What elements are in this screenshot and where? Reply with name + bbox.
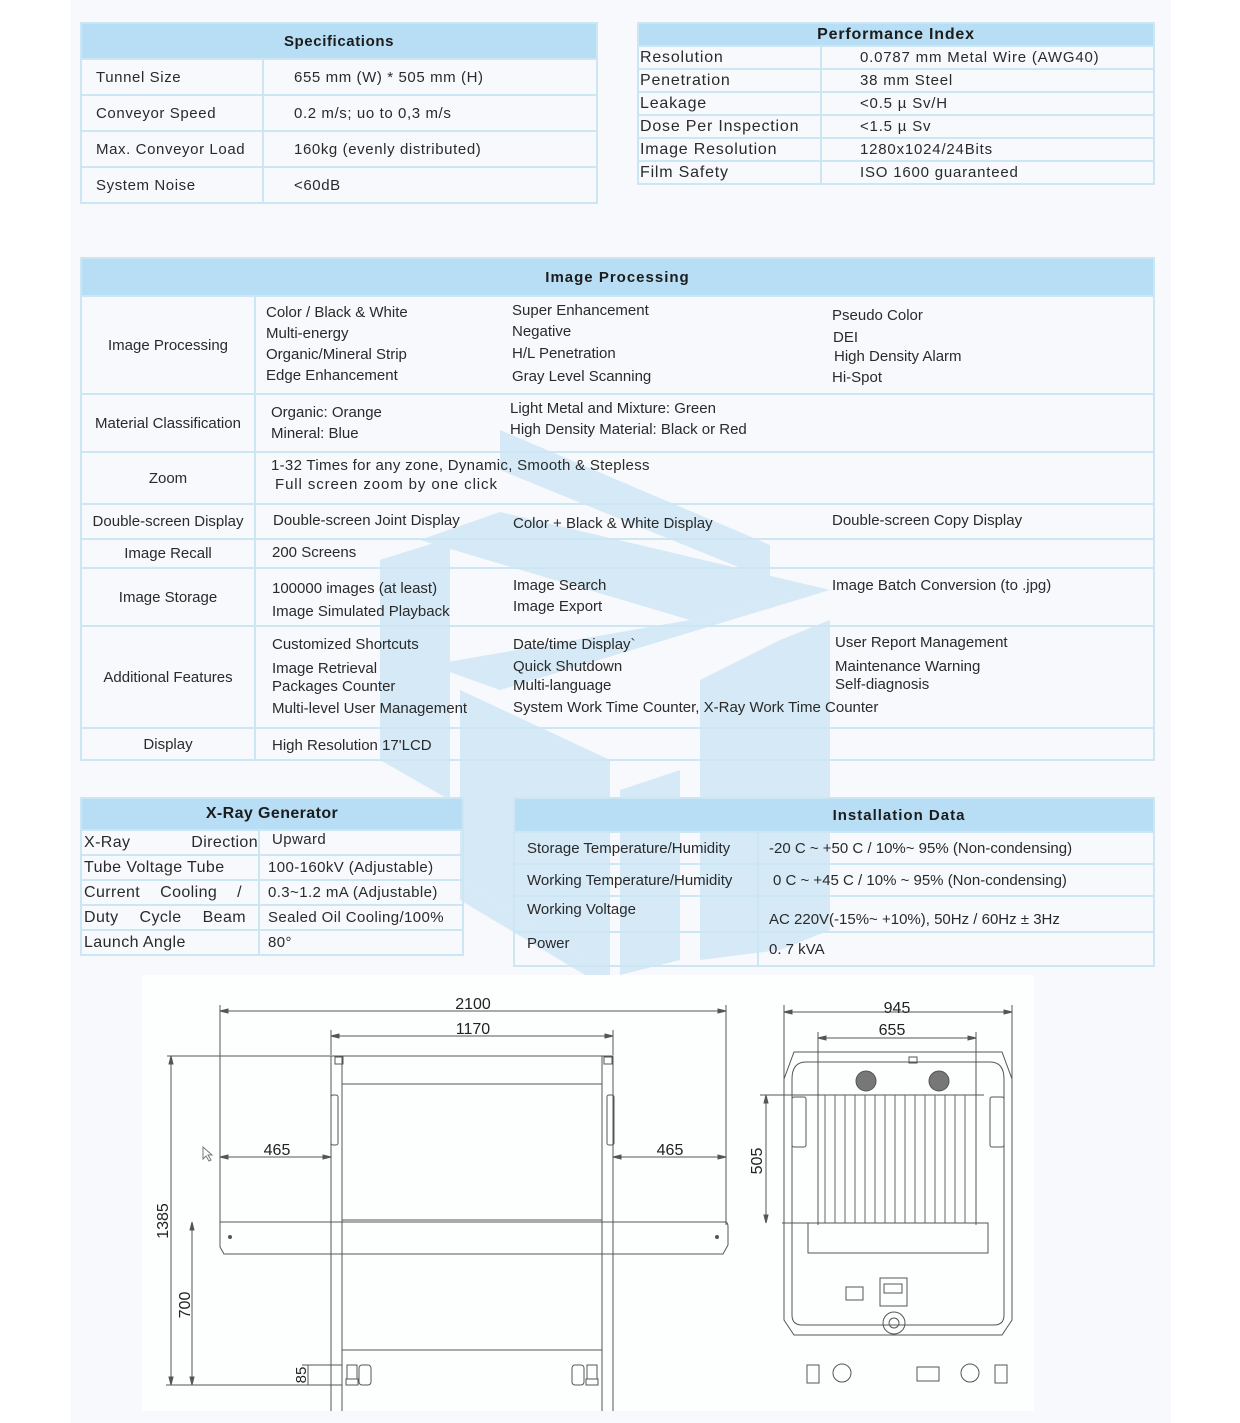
dim-overall-height: 1385 bbox=[155, 1203, 172, 1239]
perf-value: 0.0787 mm Metal Wire (AWG40) bbox=[821, 46, 1154, 69]
leveling-foot bbox=[995, 1365, 1007, 1383]
xr-label bbox=[81, 905, 259, 930]
fan-hub bbox=[889, 1318, 899, 1328]
ip-item: Multi-energy bbox=[266, 325, 349, 342]
left-handle bbox=[331, 1095, 338, 1145]
arrow bbox=[605, 1034, 613, 1038]
xr-label: Launch Angle bbox=[81, 930, 259, 955]
perf-label: Dose Per Inspection bbox=[638, 115, 821, 138]
ip-item: User Report Management bbox=[835, 634, 1008, 651]
ip-item: Gray Level Scanning bbox=[512, 368, 652, 385]
inst-label: Storage Temperature/Humidity bbox=[514, 832, 758, 864]
ip-item: Double-screen Joint Display bbox=[273, 512, 460, 529]
arrow bbox=[190, 1222, 194, 1230]
ip-row-zoom bbox=[81, 452, 1154, 504]
ip-values bbox=[255, 394, 1154, 452]
ip-item: Light Metal and Mixture: Green bbox=[510, 400, 716, 417]
ip-item: Super Enhancement bbox=[512, 302, 649, 319]
inst-value: AC 220V(-15%~ +10%), 50Hz / 60Hz ± 3Hz bbox=[758, 896, 1154, 932]
perf-row bbox=[638, 115, 1154, 138]
xr-label-word: Direction bbox=[191, 833, 258, 851]
dim-tunnel-width: 655 bbox=[878, 1022, 906, 1039]
dim-body-length: 1170 bbox=[455, 1021, 491, 1038]
ip-label: Material Classification bbox=[81, 394, 255, 452]
drawing-svg bbox=[142, 975, 1034, 1411]
xray-generator-title: X-Ray Generator bbox=[81, 798, 463, 830]
xr-label-word: Beam bbox=[202, 908, 246, 926]
arrow bbox=[764, 1095, 768, 1103]
perf-label: Leakage bbox=[638, 92, 821, 115]
perf-value: ISO 1600 guaranteed bbox=[821, 161, 1154, 184]
performance-table bbox=[637, 22, 1155, 185]
ip-label: Image Recall bbox=[81, 539, 255, 568]
ip-values bbox=[255, 504, 1154, 539]
dim-left-roller: 465 bbox=[263, 1142, 291, 1159]
ip-item: 100000 images (at least) bbox=[272, 580, 438, 597]
arrow bbox=[818, 1036, 826, 1040]
xr-value: Upward bbox=[259, 830, 463, 855]
ip-item: Date/time Display` bbox=[513, 636, 636, 653]
inst-row bbox=[514, 864, 1154, 896]
spec-row bbox=[81, 131, 597, 167]
xr-label bbox=[81, 830, 259, 855]
spec-value: 0.2 m/s; uo to 0,3 m/s bbox=[263, 95, 597, 131]
ip-row-additional bbox=[81, 626, 1154, 728]
left-handle bbox=[792, 1097, 806, 1147]
ip-item: Self-diagnosis bbox=[835, 676, 930, 693]
caster-wheel-icon bbox=[833, 1364, 851, 1382]
dim-overall-length: 2100 bbox=[455, 996, 491, 1013]
ip-item: DEI bbox=[833, 329, 859, 346]
xr-row bbox=[81, 880, 463, 905]
xr-value: 100-160kV (Adjustable) bbox=[259, 855, 463, 880]
xr-label-word: / bbox=[237, 883, 242, 901]
ip-item: High Density Alarm bbox=[834, 348, 962, 365]
arrow bbox=[718, 1009, 726, 1013]
arrow bbox=[169, 1056, 173, 1064]
installation-title: Installation Data bbox=[514, 798, 1154, 832]
inst-value: 0. 7 kVA bbox=[758, 932, 1154, 966]
dim-conveyor-height: 700 bbox=[177, 1291, 194, 1319]
spec-value: 160kg (evenly distributed) bbox=[263, 131, 597, 167]
ip-row-recall bbox=[81, 539, 1154, 568]
dim-tunnel-height: 505 bbox=[749, 1147, 766, 1175]
display-icon bbox=[884, 1284, 902, 1293]
dim-overall-width: 945 bbox=[883, 1000, 911, 1017]
xr-label-word: Duty bbox=[84, 908, 119, 926]
ip-label: Double-screen Display bbox=[81, 504, 255, 539]
arrow bbox=[764, 1215, 768, 1223]
spec-row bbox=[81, 95, 597, 131]
inst-value: -20 C ~ +50 C / 10%~ 95% (Non-condensing) bbox=[758, 832, 1154, 864]
spec-label: Max. Conveyor Load bbox=[81, 131, 263, 167]
ip-values bbox=[255, 539, 1154, 568]
ip-values bbox=[255, 296, 1154, 394]
xray-generator-table bbox=[80, 797, 464, 956]
arrow bbox=[1004, 1010, 1012, 1014]
perf-value: <0.5 µ Sv/H bbox=[821, 92, 1154, 115]
spec-label: System Noise bbox=[81, 167, 263, 203]
spec-value: <60dB bbox=[263, 167, 597, 203]
perf-value: 1280x1024/24Bits bbox=[821, 138, 1154, 161]
right-cap bbox=[604, 1057, 612, 1064]
inst-row bbox=[514, 832, 1154, 864]
ip-item: Multi-language bbox=[513, 677, 612, 694]
perf-row bbox=[638, 161, 1154, 184]
perf-label: Image Resolution bbox=[638, 138, 821, 161]
ip-item: High Resolution 17'LCD bbox=[272, 737, 432, 754]
conveyor-bolt bbox=[229, 1236, 232, 1239]
ip-label: Additional Features bbox=[81, 626, 255, 728]
xr-label-word: Current bbox=[84, 883, 141, 901]
arrow bbox=[718, 1155, 726, 1159]
conveyor-bed bbox=[220, 1222, 728, 1254]
mouse-cursor-icon bbox=[203, 1147, 212, 1161]
installation-table bbox=[513, 797, 1155, 967]
ip-label: Display bbox=[81, 728, 255, 760]
exhaust-fan-icon bbox=[883, 1312, 905, 1334]
ip-values bbox=[255, 728, 1154, 760]
performance-title: Performance Index bbox=[638, 23, 1154, 46]
xr-row bbox=[81, 930, 463, 955]
ip-item: Double-screen Copy Display bbox=[832, 512, 1023, 529]
ip-row-display bbox=[81, 728, 1154, 760]
ip-item: Hi-Spot bbox=[832, 369, 883, 386]
ip-item: Image Export bbox=[513, 598, 603, 615]
inst-label: Power bbox=[514, 932, 758, 966]
ip-values bbox=[255, 626, 1154, 728]
image-processing-table bbox=[80, 257, 1155, 761]
ip-item: Pseudo Color bbox=[832, 307, 923, 324]
specifications-title: Specifications bbox=[81, 23, 597, 59]
xr-row bbox=[81, 830, 463, 855]
spec-row bbox=[81, 167, 597, 203]
spec-label: Tunnel Size bbox=[81, 59, 263, 95]
ip-item: Negative bbox=[512, 323, 572, 340]
left-pillar bbox=[331, 1056, 342, 1411]
lead-curtain bbox=[825, 1095, 965, 1223]
conveyor-front bbox=[808, 1223, 988, 1253]
ip-item: Organic: Orange bbox=[271, 404, 382, 421]
xr-row bbox=[81, 905, 463, 930]
ip-row-processing bbox=[81, 296, 1154, 394]
arrow bbox=[169, 1377, 173, 1385]
ip-item: Image Retrieval bbox=[272, 660, 378, 677]
caster-right bbox=[572, 1365, 598, 1385]
leveling-foot bbox=[807, 1365, 819, 1383]
ip-values bbox=[255, 568, 1154, 626]
ip-item: 1-32 Times for any zone, Dynamic, Smooth & Stepless bbox=[271, 457, 650, 474]
specifications-table bbox=[80, 22, 598, 204]
xr-value: Sealed Oil Cooling/100% bbox=[259, 905, 463, 930]
fan-icon bbox=[929, 1071, 949, 1091]
ip-item: Mineral: Blue bbox=[271, 425, 359, 442]
arrow bbox=[220, 1155, 228, 1159]
perf-label: Film Safety bbox=[638, 161, 821, 184]
inst-label: Working Temperature/Humidity bbox=[514, 864, 758, 896]
ip-item: Image Simulated Playback bbox=[272, 603, 450, 620]
inst-label: Working Voltage bbox=[514, 896, 758, 932]
power-socket-icon bbox=[917, 1367, 939, 1381]
perf-label: Resolution bbox=[638, 46, 821, 69]
ip-item: Maintenance Warning bbox=[835, 658, 981, 675]
xr-label: Tube Voltage Tube bbox=[81, 855, 259, 880]
xr-label-word: Cooling bbox=[160, 883, 218, 901]
ip-row-double-screen bbox=[81, 504, 1154, 539]
xr-label-word: X-Ray bbox=[84, 833, 131, 851]
xr-value: 80° bbox=[259, 930, 463, 955]
ip-item: Image Search bbox=[513, 577, 607, 594]
technical-drawing bbox=[142, 975, 1034, 1411]
front-view bbox=[749, 1000, 1012, 1383]
fan-icon bbox=[856, 1071, 876, 1091]
arrow bbox=[331, 1034, 339, 1038]
perf-row bbox=[638, 138, 1154, 161]
ip-item: Image Batch Conversion (to .jpg) bbox=[832, 577, 1052, 594]
ip-item: Multi-level User Management bbox=[272, 700, 468, 717]
ip-item: 200 Screens bbox=[272, 544, 357, 561]
perf-value: <1.5 µ Sv bbox=[821, 115, 1154, 138]
ip-label: Image Storage bbox=[81, 568, 255, 626]
ip-item: Color + Black & White Display bbox=[513, 515, 713, 532]
inst-row bbox=[514, 932, 1154, 966]
housing-inner bbox=[792, 1062, 1004, 1325]
conveyor-bolt bbox=[716, 1236, 719, 1239]
caster-wheel-icon bbox=[961, 1364, 979, 1382]
ip-label: Image Processing bbox=[81, 296, 255, 394]
arrow bbox=[968, 1036, 976, 1040]
arrow bbox=[784, 1010, 792, 1014]
caster-left bbox=[346, 1365, 371, 1385]
perf-row bbox=[638, 69, 1154, 92]
perf-label: Penetration bbox=[638, 69, 821, 92]
xr-value: 0.3~1.2 mA (Adjustable) bbox=[259, 880, 463, 905]
ip-item: System Work Time Counter, X-Ray Work Time Counter bbox=[513, 699, 879, 716]
right-handle bbox=[990, 1097, 1004, 1147]
arrow bbox=[220, 1009, 228, 1013]
inst-value: 0 C ~ +45 C / 10% ~ 95% (Non-condensing) bbox=[758, 864, 1154, 896]
ip-values bbox=[255, 452, 1154, 504]
ip-item: Edge Enhancement bbox=[266, 367, 398, 384]
spec-value: 655 mm (W) * 505 mm (H) bbox=[263, 59, 597, 95]
ip-item: Quick Shutdown bbox=[513, 658, 623, 675]
arrow bbox=[323, 1155, 331, 1159]
spec-label: Conveyor Speed bbox=[81, 95, 263, 131]
ip-row-material bbox=[81, 394, 1154, 452]
xr-label bbox=[81, 880, 259, 905]
key-switch-icon bbox=[846, 1287, 863, 1300]
image-processing-title: Image Processing bbox=[81, 258, 1154, 296]
perf-row bbox=[638, 46, 1154, 69]
perf-row bbox=[638, 92, 1154, 115]
spec-row bbox=[81, 59, 597, 95]
ip-item: Organic/Mineral Strip bbox=[266, 346, 407, 363]
perf-value: 38 mm Steel bbox=[821, 69, 1154, 92]
inst-row bbox=[514, 896, 1154, 932]
arrow bbox=[613, 1155, 621, 1159]
ip-row-storage bbox=[81, 568, 1154, 626]
dim-right-roller: 465 bbox=[656, 1142, 684, 1159]
arrow bbox=[190, 1377, 194, 1385]
ip-item: Full screen zoom by one click bbox=[275, 476, 498, 493]
ip-item: H/L Penetration bbox=[512, 345, 616, 362]
dim-foot-height: 85 bbox=[293, 1366, 310, 1384]
ip-item: Packages Counter bbox=[272, 678, 396, 695]
xr-row bbox=[81, 855, 463, 880]
ip-item: Color / Black & White bbox=[266, 304, 408, 321]
side-view bbox=[155, 996, 728, 1411]
xr-label-word: Cycle bbox=[139, 908, 182, 926]
ip-item: High Density Material: Black or Red bbox=[510, 421, 747, 438]
ip-item: Customized Shortcuts bbox=[272, 636, 419, 653]
ip-label: Zoom bbox=[81, 452, 255, 504]
